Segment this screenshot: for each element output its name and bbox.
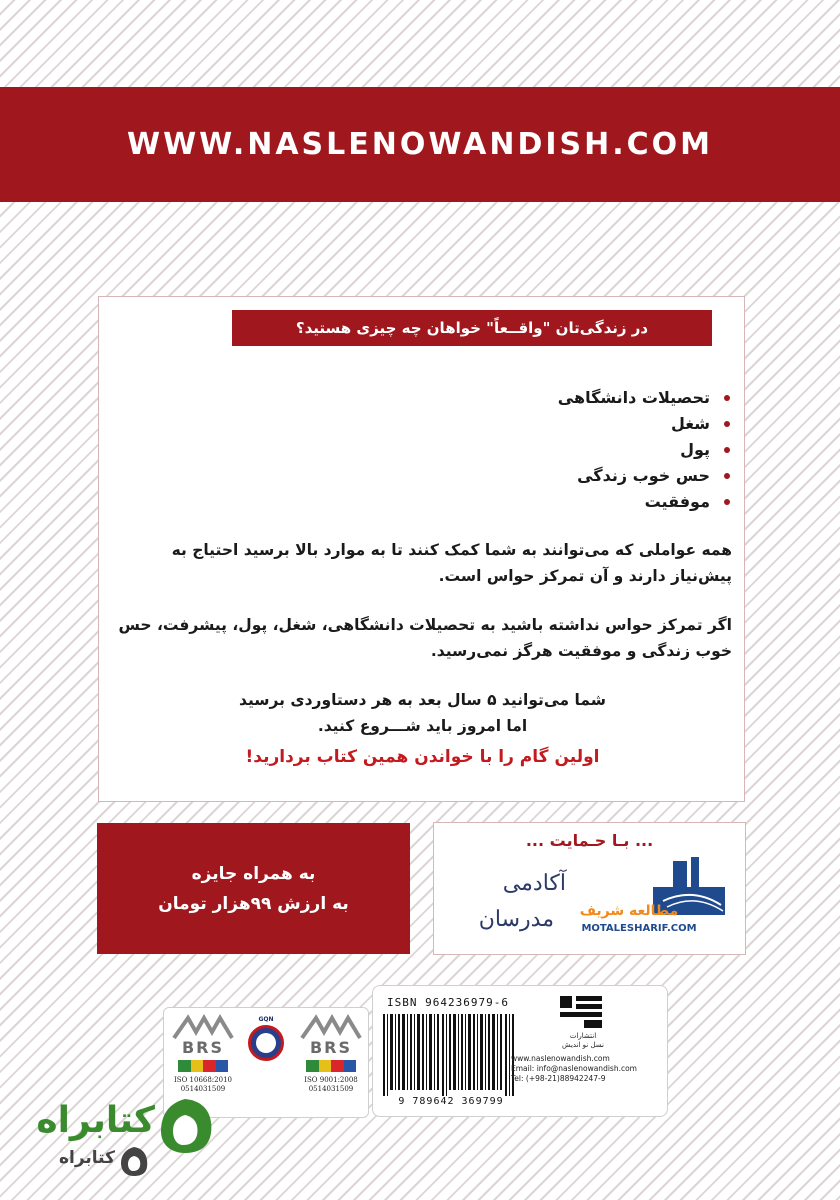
publisher-contact: [511, 1054, 667, 1084]
publisher-tel: Tel: (+98-21)88942247-9: [511, 1074, 606, 1083]
brs-zigzag-icon: [300, 1014, 362, 1040]
list-item: حس خوب زندگی: [332, 463, 732, 489]
publisher-email: Email: info@naslenowandish.com: [511, 1064, 637, 1073]
brs-certificate-right: [300, 1014, 362, 1114]
ketabrah-watermark: [36, 1090, 230, 1185]
bullet-icon: [724, 395, 730, 401]
centered-message: [99, 687, 746, 739]
isbn-panel: [372, 985, 668, 1117]
watermark-brand: کتابراه: [36, 1100, 155, 1141]
website-url: WWW.NASLENOWANDISH.COM: [127, 127, 713, 162]
isbn-text: ISBN 964236979-6: [387, 996, 509, 1009]
brs-zigzag-icon: [172, 1014, 234, 1040]
publisher-logo-icon: [556, 994, 606, 1030]
question-text: در زندگی‌تان "واقــعاً" خواهان چه چیزی هستید؟: [295, 319, 649, 337]
prize-box: [97, 823, 410, 954]
leaf-icon: [155, 1095, 215, 1155]
academy-line-1: آکادمی: [502, 871, 566, 896]
centered-line-1: شما می‌توانید ۵ سال بعد به هر دستاوردی برسید: [238, 691, 607, 709]
gqn-label: GQN: [258, 1016, 274, 1023]
support-box: [433, 822, 746, 955]
list-item: موفقیت: [332, 489, 732, 515]
small-leaf-icon: [118, 1145, 150, 1177]
gqn-seal: [244, 1016, 288, 1076]
brs-label: BRS: [181, 1038, 225, 1057]
academy-line-2: مدرسان: [478, 907, 554, 932]
paragraph-focus: اگر تمرکز حواس نداشته باشید به تحصیلات دانشگاهی، شغل، پول، پیشرفت، حس خوب زندگی و موفقیت هرگز نمی‌رسید.: [118, 616, 732, 660]
iso-text: ISO 9001:2008 0514031509: [304, 1076, 358, 1093]
barcode-icon: [381, 1014, 516, 1096]
centered-line-2: اما امروز باید شـــروع کنید.: [317, 717, 528, 735]
brs-label: BRS: [309, 1038, 353, 1057]
sharif-url: MOTALESHARIF.COM: [581, 923, 697, 934]
sharif-name: مطالعه شریف: [579, 903, 679, 919]
motale-sharif-logo: [579, 853, 734, 948]
barcode-number: 9 789642 369799: [398, 1096, 504, 1107]
bullet-icon: [724, 473, 730, 479]
list-item: شغل: [332, 411, 732, 437]
academy-modarresan-logo: [454, 867, 574, 947]
goals-list: [332, 385, 732, 515]
bullet-icon: [724, 499, 730, 505]
color-bars: [306, 1060, 356, 1072]
watermark-brand-small: کتابراه: [58, 1148, 115, 1168]
prize-line-2: به ارزش ۹۹هزار تومان: [158, 893, 349, 914]
color-bars: [178, 1060, 228, 1072]
iso-text: ISO 10668:2010 0514031509: [174, 1076, 232, 1093]
gqn-inner-icon: [256, 1033, 276, 1053]
bullet-icon: [724, 421, 730, 427]
publisher-name: انتشارات نسل نو اندیش: [562, 1032, 604, 1049]
question-banner: [232, 310, 712, 346]
bullet-icon: [724, 447, 730, 453]
call-to-action: اولین گام را با خواندن همین کتاب بردارید!: [245, 747, 600, 767]
prize-line-1: به همراه جایزه: [191, 863, 316, 884]
header-band: [0, 87, 840, 202]
paragraph-prerequisite: همه عواملی که می‌توانند به شما کمک کنند تا به موارد بالا برسید احتیاج به پیش‌نیاز دارند و آن تمرکز حواس است.: [171, 541, 732, 585]
support-title: ... بـا حـمایت ...: [525, 831, 654, 850]
publisher-website: www.naslenowandish.com: [511, 1054, 610, 1063]
main-content-box: [98, 296, 745, 802]
list-item: تحصیلات دانشگاهی: [332, 385, 732, 411]
list-item: پول: [332, 437, 732, 463]
